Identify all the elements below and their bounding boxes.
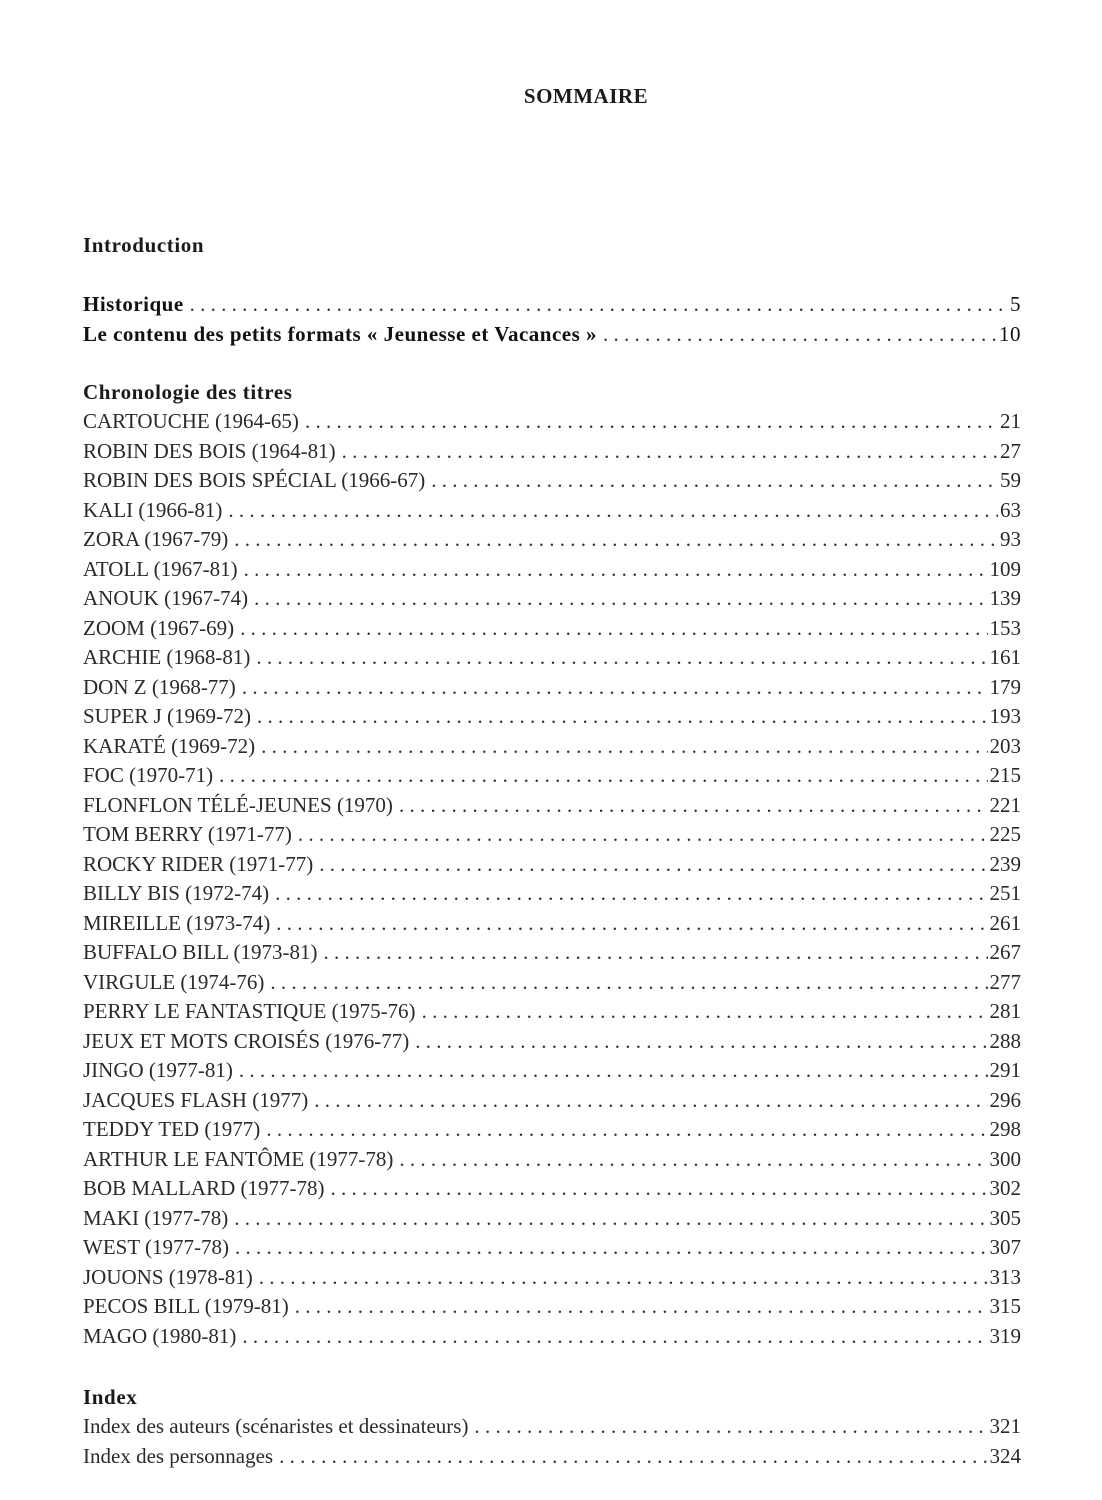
dot-leader — [239, 1056, 988, 1086]
entry-label: Index des personnages — [83, 1443, 274, 1468]
entry-label: BOB MALLARD (1977-78) — [83, 1176, 325, 1200]
toc-entry[interactable] — [83, 466, 1021, 496]
toc-entry[interactable] — [83, 1204, 1021, 1234]
entry-label: ARTHUR LE FANTÔME (1977-78) — [83, 1146, 394, 1171]
dot-leader — [314, 1086, 987, 1116]
toc-entry[interactable] — [83, 673, 1021, 703]
section-chronologie — [83, 378, 1021, 1351]
toc-entry[interactable] — [83, 909, 1021, 939]
entry-label: ROCKY RIDER (1971-77) — [83, 851, 314, 876]
toc-entry[interactable] — [83, 1174, 1021, 1204]
entry-label: KALI (1966-81) — [83, 497, 223, 522]
entry-label: SUPER J (1969-72) — [83, 704, 252, 728]
toc-entry[interactable] — [83, 614, 1021, 644]
dot-leader — [242, 1322, 987, 1352]
entry-page-number: 10 — [999, 321, 1021, 346]
dot-leader — [244, 555, 988, 585]
toc-entry[interactable] — [83, 1115, 1021, 1145]
entry-label: BILLY BIS (1972-74) — [83, 881, 270, 905]
entry-page-number: 139 — [989, 586, 1021, 610]
dot-leader — [298, 820, 988, 850]
entry-label: MAGO (1980-81) — [83, 1323, 237, 1348]
toc-entry[interactable] — [83, 584, 1021, 614]
entry-label: ROBIN DES BOIS SPÉCIAL (1966-67) — [83, 468, 426, 492]
entry-label: MAKI (1977-78) — [83, 1205, 229, 1230]
entry-page-number: 153 — [989, 615, 1021, 640]
entry-page-number: 277 — [989, 969, 1021, 994]
dot-leader — [295, 1292, 988, 1322]
entry-label: TEDDY TED (1977) — [83, 1117, 261, 1141]
entry-page-number: 305 — [989, 1205, 1021, 1230]
dot-leader — [219, 761, 987, 791]
dot-leader — [342, 437, 998, 467]
toc-entry[interactable] — [83, 643, 1021, 673]
toc-entry[interactable] — [83, 1412, 1021, 1442]
entry-page-number: 251 — [989, 881, 1021, 905]
toc-entry[interactable] — [83, 1263, 1021, 1293]
toc-entry[interactable] — [83, 791, 1021, 821]
toc-entry[interactable] — [83, 1145, 1021, 1175]
entry-page-number: 315 — [989, 1294, 1021, 1318]
section-heading: Chronologie des titres — [83, 380, 293, 404]
dot-leader — [276, 909, 987, 939]
entry-label: JINGO (1977-81) — [83, 1058, 233, 1082]
toc-entry[interactable] — [83, 1292, 1021, 1322]
entry-page-number: 203 — [989, 733, 1021, 758]
dot-leader — [270, 968, 987, 998]
dot-leader — [190, 290, 1008, 320]
toc-entry-contenu[interactable] — [83, 320, 1021, 350]
dot-leader — [234, 525, 998, 555]
dot-leader — [603, 320, 997, 350]
toc-entry[interactable] — [83, 732, 1021, 762]
toc-entry[interactable] — [83, 968, 1021, 998]
entry-label: ROBIN DES BOIS (1964-81) — [83, 438, 336, 463]
dot-leader — [319, 850, 987, 880]
toc-entry[interactable] — [83, 702, 1021, 732]
section-introduction — [83, 231, 1021, 260]
toc-entry[interactable] — [83, 820, 1021, 850]
entry-page-number: 307 — [989, 1235, 1021, 1259]
toc-entry[interactable] — [83, 879, 1021, 909]
toc-entry[interactable] — [83, 997, 1021, 1027]
entry-page-number: 93 — [1000, 527, 1021, 551]
entry-page-number: 288 — [989, 1028, 1021, 1053]
dot-leader — [257, 702, 987, 732]
entry-page-number: 161 — [989, 645, 1021, 669]
entry-label: MIREILLE (1973-74) — [83, 910, 271, 935]
section-index — [83, 1383, 1021, 1471]
dot-leader — [399, 1145, 987, 1175]
dot-leader — [324, 938, 988, 968]
entry-label: Index des auteurs (scénaristes et dessinateurs) — [83, 1414, 469, 1438]
entry-label: ZOOM (1967-69) — [83, 615, 235, 640]
entry-label: ZORA (1967-79) — [83, 527, 229, 551]
dot-leader — [279, 1442, 987, 1472]
dot-leader — [266, 1115, 987, 1145]
entry-label: Historique — [83, 292, 184, 316]
entry-label: VIRGULE (1974-76) — [83, 969, 265, 994]
toc-entry[interactable] — [83, 850, 1021, 880]
toc-entry[interactable] — [83, 1027, 1021, 1057]
page-title: SOMMAIRE — [523, 84, 649, 108]
toc-entry[interactable] — [83, 525, 1021, 555]
entry-page-number: 291 — [989, 1058, 1021, 1082]
dot-leader — [256, 643, 987, 673]
entry-label: JACQUES FLASH (1977) — [83, 1087, 309, 1112]
toc-entry[interactable] — [83, 761, 1021, 791]
entry-page-number: 302 — [989, 1176, 1021, 1200]
entry-label: ATOLL (1967-81) — [83, 556, 238, 581]
entry-page-number: 267 — [989, 940, 1021, 964]
toc-entry[interactable] — [83, 938, 1021, 968]
entry-page-number: 225 — [989, 822, 1021, 846]
entry-page-number: 109 — [989, 556, 1021, 581]
entry-page-number: 27 — [1000, 438, 1021, 463]
entry-label: FLONFLON TÉLÉ-JEUNES (1970) — [83, 792, 393, 817]
dot-leader — [422, 997, 988, 1027]
dot-leader — [415, 1027, 987, 1057]
section-heading: Index — [83, 1385, 138, 1409]
dot-leader — [259, 1263, 988, 1293]
entry-page-number: 59 — [1000, 468, 1021, 492]
entry-page-number: 215 — [989, 763, 1021, 787]
dot-leader — [242, 673, 988, 703]
entry-label: Le contenu des petits formats « Jeunesse et Vacances » — [83, 321, 598, 346]
toc-entry[interactable] — [83, 1442, 1021, 1472]
entry-label: BUFFALO BILL (1973-81) — [83, 940, 318, 964]
entry-label: ANOUK (1967-74) — [83, 586, 249, 610]
entry-page-number: 281 — [989, 999, 1021, 1023]
entry-page-number: 21 — [1000, 409, 1021, 433]
dot-leader — [240, 614, 987, 644]
entry-page-number: 313 — [989, 1264, 1021, 1289]
entry-page-number: 300 — [989, 1146, 1021, 1171]
entry-page-number: 239 — [989, 851, 1021, 876]
section-heading: Introduction — [83, 233, 205, 257]
entry-page-number: 221 — [989, 792, 1021, 817]
dot-leader — [234, 1204, 987, 1234]
entry-label: DON Z (1968-77) — [83, 674, 236, 699]
section-overview — [83, 290, 1021, 349]
entry-page-number: 193 — [989, 704, 1021, 728]
dot-leader — [261, 732, 987, 762]
dot-leader — [305, 407, 998, 437]
entry-page-number: 298 — [989, 1117, 1021, 1141]
dot-leader — [275, 879, 987, 909]
entry-label: FOC (1970-71) — [83, 763, 214, 787]
entry-label: TOM BERRY (1971-77) — [83, 822, 292, 846]
toc-entry[interactable] — [83, 1086, 1021, 1116]
entry-label: JOUONS (1978-81) — [83, 1264, 253, 1289]
entry-label: JEUX ET MOTS CROISÉS (1976-77) — [83, 1028, 410, 1053]
toc-entry[interactable] — [83, 437, 1021, 467]
entry-label: WEST (1977-78) — [83, 1235, 230, 1259]
dot-leader — [431, 466, 998, 496]
dot-leader — [474, 1412, 987, 1442]
entry-label: PECOS BILL (1979-81) — [83, 1294, 289, 1318]
toc-entry[interactable] — [83, 407, 1021, 437]
entry-page-number: 63 — [1000, 497, 1021, 522]
toc-entry[interactable] — [83, 1322, 1021, 1352]
entry-page-number: 319 — [989, 1323, 1021, 1348]
toc-entry[interactable] — [83, 1233, 1021, 1263]
dot-leader — [399, 791, 988, 821]
dot-leader — [254, 584, 987, 614]
toc-entry[interactable] — [83, 496, 1021, 526]
entry-label: KARATÉ (1969-72) — [83, 733, 256, 758]
toc-entry[interactable] — [83, 555, 1021, 585]
entry-page-number: 324 — [989, 1443, 1021, 1468]
entry-page-number: 321 — [989, 1414, 1021, 1438]
entry-page-number: 261 — [989, 910, 1021, 935]
dot-leader — [228, 496, 998, 526]
dot-leader — [235, 1233, 987, 1263]
entry-page-number: 5 — [1010, 292, 1021, 316]
entry-label: CARTOUCHE (1964-65) — [83, 409, 299, 433]
toc-entry[interactable] — [83, 1056, 1021, 1086]
entry-label: PERRY LE FANTASTIQUE (1975-76) — [83, 999, 416, 1023]
dot-leader — [331, 1174, 988, 1204]
entry-page-number: 179 — [989, 674, 1021, 699]
entry-page-number: 296 — [989, 1087, 1021, 1112]
toc-entry-historique[interactable] — [83, 290, 1021, 320]
entry-label: ARCHIE (1968-81) — [83, 645, 251, 669]
